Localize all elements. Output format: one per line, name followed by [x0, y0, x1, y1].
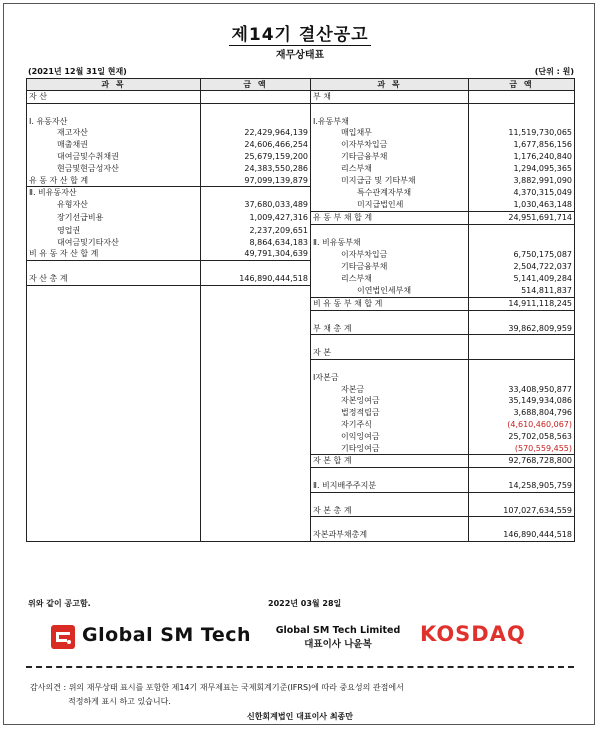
left-label-cell: [27, 505, 201, 517]
left-label-cell: [27, 407, 201, 419]
right-label-cell: 자 본 합 계: [311, 455, 469, 468]
table-row: [27, 347, 575, 359]
right-label-cell: Ⅱ. 비유동부채: [311, 237, 469, 249]
table-row: [27, 224, 575, 236]
date-note: (2021년 12월 31일 현재): [28, 67, 127, 76]
right-amount-cell: 25,702,058,563: [469, 431, 575, 443]
left-amount-cell: [201, 310, 311, 322]
right-amount-cell: 35,149,934,086: [469, 395, 575, 407]
right-label-cell: 기타잉여금: [311, 443, 469, 455]
right-label-cell: 자기주식: [311, 419, 469, 431]
left-label-cell: [27, 419, 201, 431]
right-label-cell: [311, 335, 469, 347]
right-amount-cell: [469, 517, 575, 529]
right-amount-cell: [469, 310, 575, 322]
right-amount-cell: 2,504,722,037: [469, 261, 575, 273]
right-label-cell: 리스부채: [311, 163, 469, 175]
right-amount-cell: 1,176,240,840: [469, 151, 575, 163]
right-amount-cell: 3,688,804,796: [469, 407, 575, 419]
left-amount-cell: 24,606,466,254: [201, 139, 311, 151]
left-amount-cell: 25,679,159,200: [201, 151, 311, 163]
right-amount-cell: 39,862,809,959: [469, 323, 575, 335]
right-amount-cell: 6,750,175,087: [469, 248, 575, 260]
dashed-divider: [26, 666, 574, 668]
auditor-signer: 신한회계법인 대표이사 최종만: [246, 712, 354, 721]
right-amount-cell: 3,882,991,090: [469, 175, 575, 187]
left-label-cell: 장기선급비용: [27, 211, 201, 224]
left-amount-cell: [201, 419, 311, 431]
table-row: [27, 529, 575, 541]
right-label-cell: 유 동 부 채 합 계: [311, 211, 469, 224]
left-amount-cell: [201, 298, 311, 311]
right-label-cell: 이연법인세부채: [311, 285, 469, 297]
left-label-cell: [27, 468, 201, 480]
table-row: [27, 395, 575, 407]
header-left-item: 과 목: [27, 79, 201, 91]
kosdaq-logo: KOSDAQ: [420, 622, 526, 646]
right-label-cell: 이자부차입금: [311, 248, 469, 260]
left-amount-cell: 146,890,444,518: [201, 273, 311, 285]
table-row: [27, 505, 575, 517]
table-row: [27, 116, 575, 128]
table-row: [27, 261, 575, 273]
table-row: [27, 91, 575, 104]
right-amount-cell: [469, 468, 575, 480]
left-amount-cell: 2,237,209,651: [201, 224, 311, 236]
right-amount-cell: [469, 224, 575, 236]
audit-opinion: [30, 681, 570, 709]
right-label-cell: [311, 492, 469, 504]
left-amount-cell: [201, 395, 311, 407]
table-row: [27, 407, 575, 419]
header-right-amount: 금 액: [469, 79, 575, 91]
company-name: Global SM Tech Limited: [275, 625, 401, 636]
right-amount-cell: [469, 347, 575, 359]
left-amount-cell: 8,864,634,183: [201, 237, 311, 249]
table-row: [27, 285, 575, 297]
right-label-cell: 부 채 총 계: [311, 323, 469, 335]
left-label-cell: [27, 323, 201, 335]
left-amount-cell: [201, 468, 311, 480]
global-sm-tech-logo: [50, 622, 260, 652]
left-amount-cell: [201, 261, 311, 273]
right-label-cell: 이익잉여금: [311, 431, 469, 443]
right-label-cell: [311, 310, 469, 322]
left-label-cell: [27, 372, 201, 384]
table-row: [27, 335, 575, 347]
right-label-cell: [311, 468, 469, 480]
table-row: [27, 175, 575, 187]
right-label-cell: [311, 224, 469, 236]
right-label-cell: 이자부차입금: [311, 139, 469, 151]
left-label-cell: [27, 384, 201, 396]
right-label-cell: 특수관계자부채: [311, 187, 469, 199]
table-row: [27, 492, 575, 504]
unit-note: (단위 : 원): [534, 67, 574, 76]
header-right-item: 과 목: [311, 79, 469, 91]
left-label-cell: [27, 360, 201, 372]
left-amount-cell: [201, 103, 311, 115]
table-row: [27, 310, 575, 322]
table-row: [27, 384, 575, 396]
table-row: [27, 127, 575, 139]
left-amount-cell: [201, 347, 311, 359]
table-row: [27, 187, 575, 199]
right-label-cell: 기타금융부채: [311, 261, 469, 273]
table-row: [27, 455, 575, 468]
left-amount-cell: [201, 455, 311, 468]
table-row: [27, 431, 575, 443]
left-amount-cell: [201, 116, 311, 128]
left-label-cell: [27, 335, 201, 347]
left-amount-cell: [201, 407, 311, 419]
left-label-cell: 비 유 동 자 산 합 계: [27, 248, 201, 260]
left-label-cell: 영업권: [27, 224, 201, 236]
left-amount-cell: 49,791,304,639: [201, 248, 311, 260]
left-label-cell: [27, 310, 201, 322]
left-amount-cell: [201, 91, 311, 104]
right-label-cell: Ⅰ자본금: [311, 372, 469, 384]
left-label-cell: [27, 480, 201, 492]
left-amount-cell: [201, 431, 311, 443]
right-amount-cell: [469, 360, 575, 372]
table-row: [27, 468, 575, 480]
right-label-cell: Ⅱ. 비지배주주지분: [311, 480, 469, 492]
right-label-cell: 자본잉여금: [311, 395, 469, 407]
right-label-cell: 부 채: [311, 91, 469, 104]
left-label-cell: [27, 395, 201, 407]
right-amount-cell: 146,890,444,518: [469, 529, 575, 541]
right-amount-cell: 1,294,095,365: [469, 163, 575, 175]
notice-date: 2022년 03월 28일: [268, 599, 342, 608]
right-amount-cell: 11,519,730,065: [469, 127, 575, 139]
left-label-cell: 매출채권: [27, 139, 201, 151]
left-amount-cell: [201, 529, 311, 541]
left-amount-cell: [201, 492, 311, 504]
table-row: [27, 372, 575, 384]
right-amount-cell: [469, 103, 575, 115]
table-row: [27, 443, 575, 455]
right-label-cell: 자본금: [311, 384, 469, 396]
left-amount-cell: [201, 372, 311, 384]
right-label-cell: 자 본: [311, 347, 469, 359]
right-amount-cell: 14,258,905,759: [469, 480, 575, 492]
right-label-cell: 미지급금 및 기타부채: [311, 175, 469, 187]
left-label-cell: 현금및현금성자산: [27, 163, 201, 175]
left-amount-cell: [201, 443, 311, 455]
right-amount-cell: [469, 91, 575, 104]
gsm-logo-mark-icon: [50, 624, 76, 650]
left-label-cell: 자 산 총 계: [27, 273, 201, 285]
left-amount-cell: 24,383,550,286: [201, 163, 311, 175]
left-label-cell: 대여금및수취채권: [27, 151, 201, 163]
right-amount-cell: 24,951,691,714: [469, 211, 575, 224]
right-amount-cell: [469, 116, 575, 128]
left-amount-cell: [201, 384, 311, 396]
left-amount-cell: [201, 517, 311, 529]
left-label-cell: 대여금및기타자산: [27, 237, 201, 249]
left-label-cell: 재고자산: [27, 127, 201, 139]
right-amount-cell: 1,030,463,148: [469, 199, 575, 211]
table-row: [27, 248, 575, 260]
right-amount-cell: 107,027,634,559: [469, 505, 575, 517]
left-label-cell: 자 산: [27, 91, 201, 104]
right-amount-cell: (570,559,455): [469, 443, 575, 455]
left-amount-cell: [201, 360, 311, 372]
right-label-cell: 기타금융부채: [311, 151, 469, 163]
left-label-cell: [27, 529, 201, 541]
left-amount-cell: [201, 285, 311, 297]
table-row: [27, 151, 575, 163]
right-label-cell: 비 유 동 부 채 합 계: [311, 298, 469, 311]
table-row: [27, 480, 575, 492]
audit-line-1: 감사의견 : 위의 재무상태 표시를 포함한 제14기 재무제표는 국제회계기준(IFRS)에 따라 중요성의 관점에서: [30, 683, 404, 692]
left-amount-cell: [201, 187, 311, 199]
ceo-name: 대표이사 나윤복: [304, 639, 372, 650]
right-amount-cell: [469, 335, 575, 347]
table-row: [27, 360, 575, 372]
left-amount-cell: 97,099,139,879: [201, 175, 311, 187]
right-amount-cell: 92,768,728,800: [469, 455, 575, 468]
right-label-cell: [311, 517, 469, 529]
left-amount-cell: [201, 505, 311, 517]
right-amount-cell: [469, 237, 575, 249]
table-row: [27, 103, 575, 115]
left-label-cell: [27, 455, 201, 468]
balance-sheet-table: [26, 78, 575, 542]
left-amount-cell: 37,680,033,489: [201, 199, 311, 211]
right-label-cell: 매입채무: [311, 127, 469, 139]
left-amount-cell: [201, 323, 311, 335]
right-amount-cell: [469, 372, 575, 384]
left-label-cell: 유형자산: [27, 199, 201, 211]
right-amount-cell: [469, 492, 575, 504]
page-title: 제14기 결산공고: [231, 25, 369, 45]
left-label-cell: [27, 443, 201, 455]
right-label-cell: 미지급법인세: [311, 199, 469, 211]
right-label-cell: 리스부채: [311, 273, 469, 285]
left-amount-cell: 1,009,427,316: [201, 211, 311, 224]
left-label-cell: [27, 103, 201, 115]
left-label-cell: [27, 492, 201, 504]
company-block: [268, 624, 408, 652]
table-row: [27, 199, 575, 211]
right-amount-cell: (4,610,460,067): [469, 419, 575, 431]
left-label-cell: [27, 285, 201, 297]
table-row: [27, 163, 575, 175]
table-header-row: [27, 79, 575, 91]
right-label-cell: [311, 360, 469, 372]
table-row: [27, 237, 575, 249]
left-label-cell: [27, 261, 201, 273]
right-label-cell: Ⅰ.유동부채: [311, 116, 469, 128]
right-amount-cell: 14,911,118,245: [469, 298, 575, 311]
right-label-cell: 자 본 총 계: [311, 505, 469, 517]
left-label-cell: 유 동 자 산 합 계: [27, 175, 201, 187]
left-label-cell: [27, 517, 201, 529]
left-label-cell: [27, 298, 201, 311]
right-amount-cell: 1,677,856,156: [469, 139, 575, 151]
table-row: [27, 273, 575, 285]
header-left-amount: 금 액: [201, 79, 311, 91]
left-label-cell: Ⅰ. 유동자산: [27, 116, 201, 128]
left-amount-cell: 22,429,964,139: [201, 127, 311, 139]
statement-subtitle: 재무상태표: [275, 50, 325, 61]
right-amount-cell: 4,370,315,049: [469, 187, 575, 199]
right-amount-cell: 33,408,950,877: [469, 384, 575, 396]
right-label-cell: 법정적립금: [311, 407, 469, 419]
left-label-cell: [27, 431, 201, 443]
table-row: [27, 298, 575, 311]
table-row: [27, 139, 575, 151]
left-label-cell: Ⅱ. 비유동자산: [27, 187, 201, 199]
table-row: [27, 211, 575, 224]
table-row: [27, 419, 575, 431]
right-amount-cell: 514,811,837: [469, 285, 575, 297]
left-amount-cell: [201, 480, 311, 492]
notice-text: 위와 같이 공고함.: [28, 599, 91, 608]
table-row: [27, 517, 575, 529]
left-amount-cell: [201, 335, 311, 347]
right-amount-cell: 5,141,409,284: [469, 273, 575, 285]
right-label-cell: 자본과부채총계: [311, 529, 469, 541]
right-label-cell: [311, 103, 469, 115]
left-label-cell: [27, 347, 201, 359]
table-row: [27, 323, 575, 335]
gsm-logo-text: Global SM Tech: [82, 624, 252, 646]
audit-line-2: 적정하게 표시 하고 있습니다.: [68, 697, 171, 706]
